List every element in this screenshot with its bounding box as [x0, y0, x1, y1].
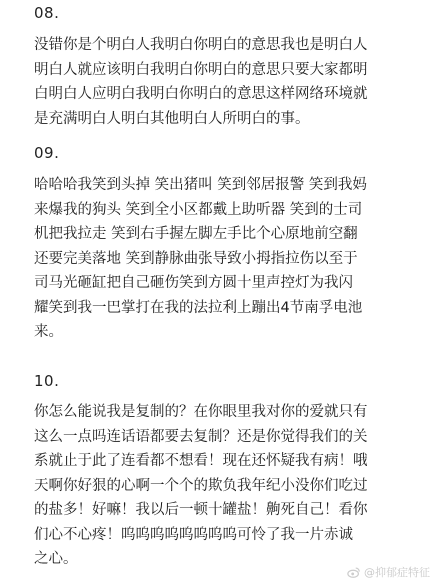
- section-number-10: 10.: [34, 372, 60, 390]
- section-number-09: 09.: [34, 144, 60, 162]
- text-line: 白明白人应明白我明白你明白的意思这样网络环境就: [34, 86, 368, 102]
- text-line: 这么一点吗连话语都要去复制？还是你觉得我们的关: [34, 428, 368, 445]
- text-line: 天啊你好狠的心啊一个个的欺负我年纪小没你们吃过: [34, 477, 368, 494]
- text-line: 的盐多！好嘛！我以后一顿十罐盐！齁死自己！看你: [34, 502, 368, 518]
- text-line: 是充满明白人明白其他明白人所明白的事。: [34, 110, 310, 127]
- text-line: 哈哈哈我笑到头掉 笑出猪叫 笑到邻居报警 笑到我妈: [34, 177, 367, 193]
- text-line: 还要完美落地 笑到静脉曲张导致小拇指拉伤以至于: [34, 250, 358, 267]
- section-number-08: 08.: [34, 4, 60, 22]
- section-09-text: [34, 173, 416, 345]
- text-line: 机把我拉走 笑到右手握左脚左手比个心原地前空翻: [34, 226, 358, 242]
- section-08-text: [34, 33, 416, 131]
- text-line: 司马光砸缸把自己砸伤笑到方圆十里声控灯为我闪: [34, 275, 353, 291]
- text-line: 之心。: [34, 551, 78, 567]
- text-line: 耀笑到我一巴掌打在我的法拉利上蹦出4节南孚电池: [34, 299, 363, 316]
- text-line: 来。: [34, 324, 63, 340]
- weibo-icon: [347, 565, 361, 579]
- section-10-text: [34, 400, 416, 572]
- watermark: [347, 564, 430, 580]
- text-line: 明白人就应该明白我明白你明白的意思只要大家都明: [34, 61, 368, 78]
- text-line: 们心不心疼！呜呜呜呜呜呜呜呜可怜了我一片赤诚: [34, 526, 353, 543]
- text-line: 没错你是个明白人我明白你明白的意思我也是明白人: [34, 37, 368, 53]
- text-line: 系就止于此了连看都不想看！现在还怀疑我有病！哦: [34, 453, 368, 469]
- text-line: 来爆我的狗头 笑到全小区都戴上助听器 笑到的士司: [34, 201, 363, 218]
- text-line: 你怎么能说我是复制的？在你眼里我对你的爱就只有: [34, 404, 368, 420]
- watermark-text: @抑郁症特征: [364, 566, 430, 579]
